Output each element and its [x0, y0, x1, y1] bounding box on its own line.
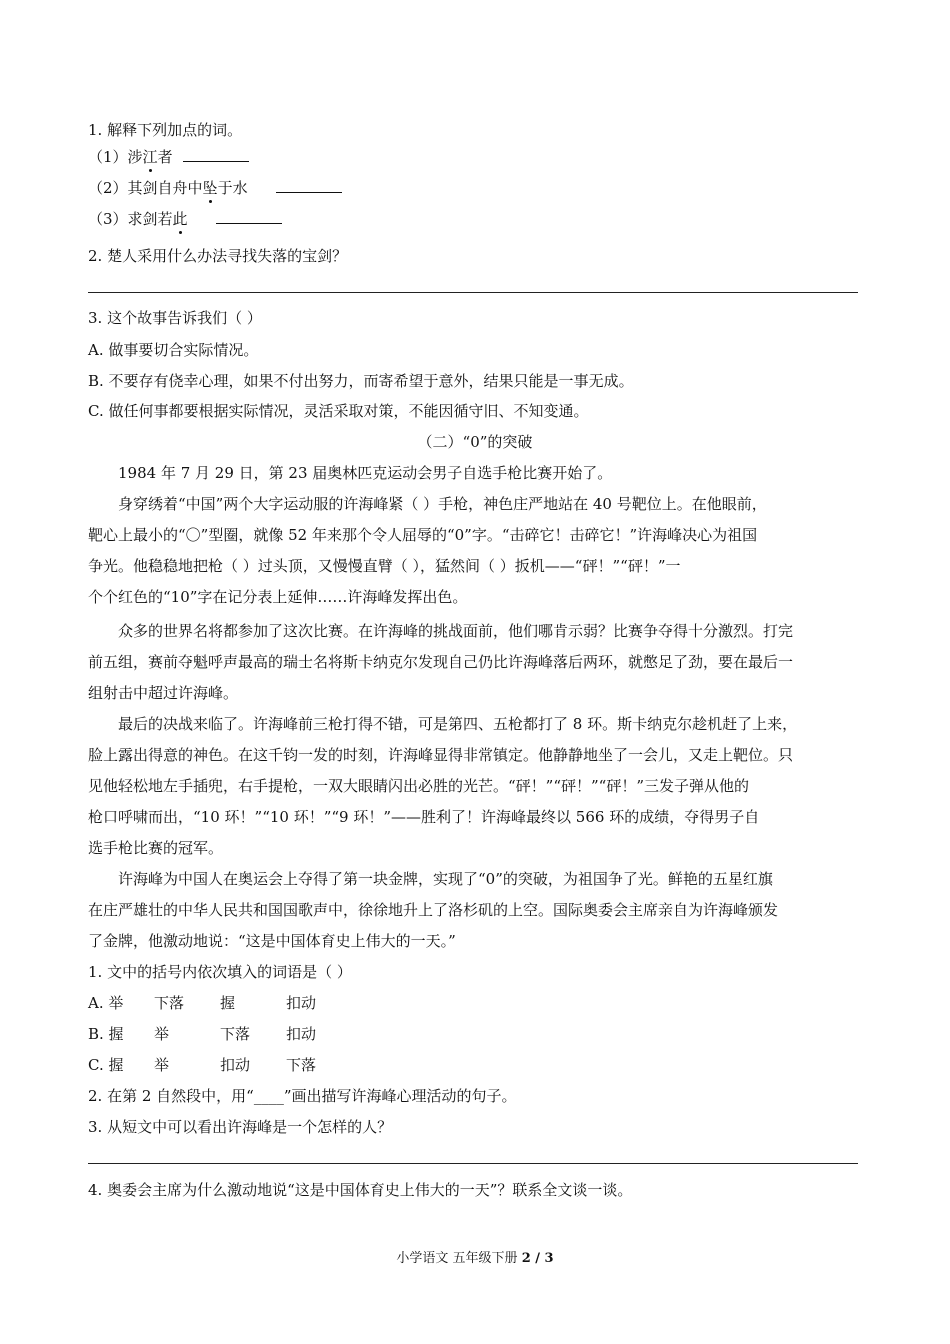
dotted-word: 此 — [172, 210, 188, 228]
passage-line: 靶心上最小的“〇”型圈，就像 52 年来那个令人屈辱的“0”字。“击碎它！击碎它！”许海峰决心为祖国 — [88, 526, 758, 544]
dotted-word: 江 — [142, 148, 158, 166]
option-word: 举 — [154, 1025, 170, 1043]
option-word: 下落 — [154, 994, 185, 1012]
passage-line: 组射击中超过许海峰。 — [88, 684, 239, 702]
question-3-option-a[interactable]: A. 做事要切合实际情况。 — [88, 341, 259, 359]
passage-line: 身穿绣着“中国”两个大字运动服的许海峰紧（ ）手枪，神色庄严地站在 40 号靶位上。在他眼前， — [118, 495, 767, 513]
passage-line: 脸上露出得意的神色。在这千钧一发的时刻，许海峰显得非常镇定。他静静地坐了一会儿，又走上靶位。只 — [88, 746, 794, 764]
option-word: 下落 — [286, 1056, 317, 1074]
dotted-word: 坠 — [202, 179, 218, 197]
option-word: 扣动 — [286, 994, 317, 1012]
passage-line: 在庄严雄壮的中华人民共和国国歌声中，徐徐地升上了洛杉矶的上空。国际奥委会主席亲自为许海峰颁发 — [88, 901, 779, 919]
passage-line: 选手枪比赛的冠军。 — [88, 839, 224, 857]
item-text: 于水 — [217, 179, 248, 197]
option-word: 扣动 — [286, 1025, 317, 1043]
passage-line: 争光。他稳稳地把枪（ ）过头顶，又慢慢直臂（ ），猛然间（ ）扳机——“砰！”“砰！”一 — [88, 557, 681, 575]
question-1-item-2 — [88, 178, 342, 198]
question-1b-option-c[interactable] — [88, 1055, 316, 1075]
item-text: （2）其剑自舟中 — [88, 179, 203, 197]
question-1b-option-b[interactable] — [88, 1024, 316, 1044]
page-number: 2 / 3 — [521, 1251, 554, 1266]
passage-heading: （二）“0”的突破 — [417, 433, 533, 451]
question-1b-option-a[interactable] — [88, 993, 316, 1013]
passage-line: 1984 年 7 月 29 日，第 23 届奥林匹克运动会男子自选手枪比赛开始了。 — [118, 464, 613, 482]
option-word: 握 — [220, 994, 236, 1012]
question-3-option-c[interactable]: C. 做任何事都要根据实际情况，灵活采取对策，不能因循守旧、不知变通。 — [88, 402, 589, 420]
question-3-option-b[interactable]: B. 不要存有侥幸心理，如果不付出努力，而寄希望于意外，结果只能是一事无成。 — [88, 372, 634, 390]
item-text: 者 — [157, 148, 173, 166]
passage-line: 个个红色的“10”字在记分表上延伸……许海峰发挥出色。 — [88, 588, 468, 606]
answer-blank[interactable] — [183, 147, 249, 162]
question-2-title: 2. 楚人采用什么办法寻找失落的宝剑？ — [88, 247, 348, 265]
answer-line[interactable] — [88, 1163, 858, 1164]
passage-line: 见他轻松地左手插兜，右手提枪，一双大眼睛闪出必胜的光芒。“砰！”“砰！”“砰！”三发子弹从他的 — [88, 777, 750, 795]
item-text: （1）涉 — [88, 148, 143, 166]
answer-line[interactable] — [88, 292, 858, 293]
option-word: 扣动 — [220, 1056, 251, 1074]
question-1-item-3 — [88, 209, 282, 229]
page-footer — [0, 1247, 950, 1266]
question-1-item-1 — [88, 147, 249, 167]
item-text: （3）求剑若 — [88, 210, 173, 228]
question-3b-title: 3. 从短文中可以看出许海峰是一个怎样的人？ — [88, 1118, 393, 1136]
passage-line: 众多的世界名将都参加了这次比赛。在许海峰的挑战面前，他们哪肯示弱？比赛争夺得十分激烈。打完 — [118, 622, 794, 640]
passage-line: 枪口呼啸而出，“10 环！”“10 环！”“9 环！”——胜利了！许海峰最终以 566 环的成绩，夺得男子自 — [88, 808, 760, 826]
question-1-title: 1. 解释下列加点的词。 — [88, 121, 243, 139]
question-2b-title: 2. 在第 2 自然段中，用“____”画出描写许海峰心理活动的句子。 — [88, 1087, 517, 1105]
option-word: 下落 — [220, 1025, 251, 1043]
passage-line: 前五组，赛前夺魁呼声最高的瑞士名将斯卡纳克尔发现自己仍比许海峰落后两环，就憋足了劲，要在最后一 — [88, 653, 794, 671]
passage-line: 了金牌，他激动地说：“这是中国体育史上伟大的一天。” — [88, 932, 456, 950]
option-word: 举 — [154, 1056, 170, 1074]
answer-blank[interactable] — [276, 178, 342, 193]
option-word: A. 举 — [88, 994, 124, 1012]
option-word: B. 握 — [88, 1025, 124, 1043]
answer-blank[interactable] — [216, 209, 282, 224]
footer-text: 小学语文 五年级下册 — [396, 1251, 522, 1266]
passage-line: 最后的决战来临了。许海峰前三枪打得不错，可是第四、五枪都打了 8 环。斯卡纳克尔趁机赶了上来， — [118, 715, 798, 733]
question-4b-title: 4. 奥委会主席为什么激动地说“这是中国体育史上伟大的一天”？联系全文谈一谈。 — [88, 1181, 633, 1199]
option-word: C. 握 — [88, 1056, 124, 1074]
passage-line: 许海峰为中国人在奥运会上夺得了第一块金牌，实现了“0”的突破，为祖国争了光。鲜艳的五星红旗 — [118, 870, 773, 888]
question-1b-title: 1. 文中的括号内依次填入的词语是（ ） — [88, 963, 352, 981]
question-3-title: 3. 这个故事告诉我们（ ） — [88, 309, 262, 327]
